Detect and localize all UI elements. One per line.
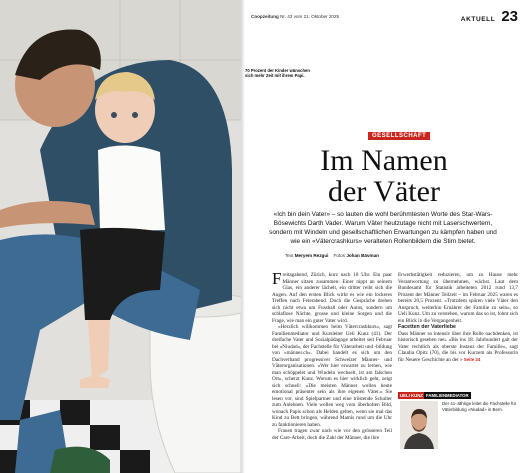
body-paragraph <box>272 269 392 324</box>
headline-line-1: Im Namen <box>320 144 448 177</box>
photo-caption: 70 Prozent der Kinder wünschen sich mehr Zeit mit ihrem Papi. <box>245 68 310 79</box>
magazine-name: Coopzeitung <box>251 14 279 19</box>
profile-box <box>398 392 523 452</box>
article-page <box>245 0 523 473</box>
subheading: Facetten der Vaterliebe <box>398 324 456 330</box>
body-paragraph: «Herzlich willkommen beim Vätercrashkurs», sagt Familienmediator und Kursleiter Ueli Kunz (41). Der dreifache Vater und Sozialpädagoge arbeitet seit Februar bei «Niudad», der Fachstelle für Väterarbeit und -bildung von «männer.ch». Dabei handelt es sich um den Dachverband progressiver Schweizer Männer- und Väterorganisationen. «Wer hier erwartet zu lernen, wie man schöppelet und Windeln wechselt, ist am falschen Ort», scherzt Kunz. Worum es hier wirklich geht, zeigt sich schnell: «Die meisten Männer wollen heute emotional präsenter sein als ihre eigenen Väter.» Sie lesen vor, sind Spielpartner und eine tröstende Schulter zum Anlehnen. Viele wollen weg vom überholten Bild, wonach Papis schon als Helden gelten, wenn sie mal das Kind zu Bett bringen, während Mamis rund um die Uhr zu funktionieren haben. <box>272 324 392 428</box>
page-number: 23 <box>501 8 518 25</box>
body-paragraph: Erwerbstätigkeit reduzieren, um zu Hause mehr Verantwortung zu übernehmen, wächst. Laut dem Bundesamt für Statistik arbeiteten 2012 rund 13,7 Prozent der Männer Teilzeit – im Februar 2025 waren es bereits 20,5 Prozent. «Trotzdem spüren viele Väter den Anspruch, weiterhin Ernährer der Familie zu sein», so Ueli Kunz. Um zu verstehen, warum das so ist, lohnt sich ein Blick in die Vergangenheit. <box>398 272 518 324</box>
hero-photo <box>0 0 241 473</box>
body-text: reitagabend, Zürich, kurz nach 18 Uhr. Ein paar Männer sitzen zusammen: Einer nippt an seinem Glas, ein anderer lächelt, ein dritter reibt sich die Augen. Auf den ersten Blick wirkt es wie ein lockeres Treffen nach Feierabend. Doch die Gespräche drehen sich nicht etwa um Fussball oder Autos, sondern um schlaflose Nächte, grosse und kleine Sorgen und die Frage, wie man ein guter Vater wird. <box>272 272 392 324</box>
issue-info: Nr. 43 vom 21. Oktober 2025 <box>280 14 340 19</box>
body-paragraph: Frauen tragen zwar nach wie vor den grösseren Teil der Care-Arbeit, doch die Zahl der Männer, die ihre <box>272 428 392 441</box>
body-column-1 <box>272 269 392 441</box>
text-author: Meryem Rezgui <box>294 253 329 258</box>
byline <box>285 253 379 258</box>
drop-cap: F <box>272 269 282 288</box>
profile-description: Der 41-Jährige leitet die Fachstelle für Väterbildung «Niudad» in Bern. <box>442 401 517 412</box>
category-badge: GESELLSCHAFT <box>368 132 430 140</box>
body-column-2 <box>398 272 518 363</box>
headline-line-2: der Väter <box>328 175 440 208</box>
profile-name-tag: UELI KUNZ <box>400 393 423 398</box>
text-label: Text <box>285 253 294 258</box>
lead-paragraph: «Ich bin dein Vater» – so lauten die wohl berühmtesten Worte des Star-Wars-Bösewichts Darth Vader. Warum Väter heutzutage nicht mit Laserschwertern, sondern mit Windeln und gesellschaftlichen Erwartungen zu kämpfen haben und wie ein «Vätercrashkurs» veralteten Rollenbildern die Stirn bietet. <box>269 211 497 245</box>
photo-label: Fotos <box>333 253 346 258</box>
page-header <box>461 8 518 25</box>
profile-title-tag: FAMILIENMEDIATOR <box>426 393 469 398</box>
portrait-photo <box>400 401 438 449</box>
continue-link[interactable]: » Seite 24 <box>460 356 481 362</box>
photo-author: Johan Bävman <box>346 253 379 258</box>
body-text: Dass Männer so intensiv über ihre Rolle nachdenken, ist historisch gesehen neu. «Bis ins 18. Jahrhundert galt der Vater rechtlich als oberste Instanz der Familie», sagt Claudia Opitz (70), die bis vor Kurzem als Professorin für Neuere Geschichte an der <box>398 330 518 363</box>
body-paragraph <box>398 331 518 364</box>
section-label: AKTUELL <box>460 16 496 23</box>
magazine-header <box>251 14 339 19</box>
